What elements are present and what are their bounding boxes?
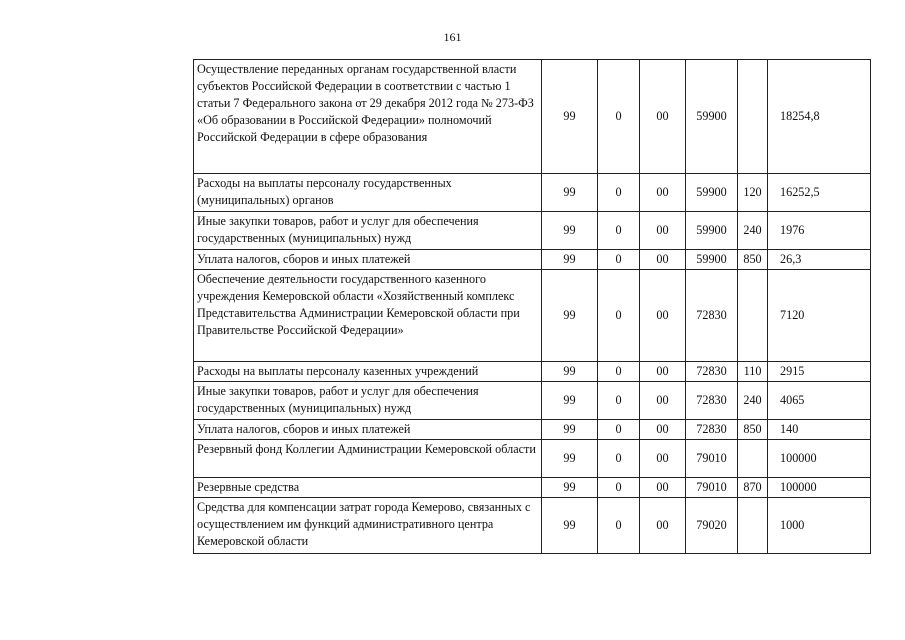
cell-gr: 99 <box>542 60 598 174</box>
cell-vr <box>738 60 768 174</box>
cell-gr: 99 <box>542 270 598 362</box>
cell-pz: 0 <box>598 478 640 498</box>
table-row <box>194 420 871 440</box>
row-name: Иные закупки товаров, работ и услуг для обеспечения государственных (муниципальных) нужд <box>194 382 542 420</box>
cell-sub: 00 <box>640 478 686 498</box>
cell-vr: 870 <box>738 478 768 498</box>
cell-sum: 18254,8 <box>768 60 871 174</box>
cell-gr: 99 <box>542 498 598 554</box>
row-name: Осуществление переданных органам государственной власти субъектов Российской Федерации в соответствии с частью 1 статьи 7 Федерального закона от 29 декабря 2012 года № 273-ФЗ «Об образовании в Российской Федерации» полномочий Российской Федерации в сфере образования <box>194 60 542 174</box>
cell-sub: 00 <box>640 382 686 420</box>
cell-sum: 26,3 <box>768 250 871 270</box>
cell-sub: 00 <box>640 60 686 174</box>
table-row <box>194 362 871 382</box>
row-name: Уплата налогов, сборов и иных платежей <box>194 250 542 270</box>
cell-dir: 59900 <box>686 174 738 212</box>
cell-vr <box>738 498 768 554</box>
cell-dir: 72830 <box>686 382 738 420</box>
page-number: 161 <box>443 30 462 44</box>
cell-dir: 59900 <box>686 250 738 270</box>
cell-sum: 7120 <box>768 270 871 362</box>
cell-pz: 0 <box>598 440 640 478</box>
cell-dir: 72830 <box>686 420 738 440</box>
table-row <box>194 250 871 270</box>
cell-pz: 0 <box>598 270 640 362</box>
cell-pz: 0 <box>598 382 640 420</box>
cell-vr: 240 <box>738 382 768 420</box>
cell-sum: 16252,5 <box>768 174 871 212</box>
row-name: Средства для компенсации затрат города Кемерово, связанных с осуществлением им функций административного центра Кемеровской области <box>194 498 542 554</box>
row-name: Резервный фонд Коллегии Администрации Кемеровской области <box>194 440 542 478</box>
cell-sum: 100000 <box>768 478 871 498</box>
cell-vr: 110 <box>738 362 768 382</box>
cell-gr: 99 <box>542 478 598 498</box>
cell-dir: 79010 <box>686 478 738 498</box>
cell-dir: 59900 <box>686 212 738 250</box>
cell-vr <box>738 270 768 362</box>
cell-sum: 4065 <box>768 382 871 420</box>
cell-sum: 2915 <box>768 362 871 382</box>
cell-vr: 120 <box>738 174 768 212</box>
cell-dir: 79020 <box>686 498 738 554</box>
row-name: Расходы на выплаты персоналу казенных учреждений <box>194 362 542 382</box>
cell-gr: 99 <box>542 250 598 270</box>
cell-pz: 0 <box>598 498 640 554</box>
cell-sub: 00 <box>640 498 686 554</box>
table-row <box>194 60 871 174</box>
row-name: Иные закупки товаров, работ и услуг для обеспечения государственных (муниципальных) нужд <box>194 212 542 250</box>
cell-gr: 99 <box>542 440 598 478</box>
cell-sub: 00 <box>640 362 686 382</box>
cell-vr: 240 <box>738 212 768 250</box>
cell-pz: 0 <box>598 250 640 270</box>
row-name: Расходы на выплаты персоналу государственных (муниципальных) органов <box>194 174 542 212</box>
cell-sub: 00 <box>640 174 686 212</box>
cell-gr: 99 <box>542 174 598 212</box>
cell-pz: 0 <box>598 212 640 250</box>
row-name: Резервные средства <box>194 478 542 498</box>
table-row <box>194 478 871 498</box>
row-name: Обеспечение деятельности государственного казенного учреждения Кемеровской области «Хозяйственный комплекс Представительства Администрации Кемеровской области при Правительстве Российской Федерации» <box>194 270 542 362</box>
cell-dir: 72830 <box>686 270 738 362</box>
table-row <box>194 440 871 478</box>
cell-pz: 0 <box>598 420 640 440</box>
cell-vr: 850 <box>738 420 768 440</box>
cell-sum: 140 <box>768 420 871 440</box>
cell-dir: 79010 <box>686 440 738 478</box>
cell-vr: 850 <box>738 250 768 270</box>
cell-sub: 00 <box>640 420 686 440</box>
cell-pz: 0 <box>598 174 640 212</box>
table-row <box>194 270 871 362</box>
row-name: Уплата налогов, сборов и иных платежей <box>194 420 542 440</box>
cell-dir: 59900 <box>686 60 738 174</box>
cell-sub: 00 <box>640 212 686 250</box>
cell-sum: 100000 <box>768 440 871 478</box>
cell-sum: 1976 <box>768 212 871 250</box>
cell-sub: 00 <box>640 440 686 478</box>
cell-sum: 1000 <box>768 498 871 554</box>
cell-gr: 99 <box>542 212 598 250</box>
cell-gr: 99 <box>542 362 598 382</box>
table-row <box>194 212 871 250</box>
cell-vr <box>738 440 768 478</box>
cell-gr: 99 <box>542 420 598 440</box>
cell-sub: 00 <box>640 250 686 270</box>
cell-pz: 0 <box>598 60 640 174</box>
table-row <box>194 174 871 212</box>
cell-sub: 00 <box>640 270 686 362</box>
table-row <box>194 382 871 420</box>
table-row <box>194 498 871 554</box>
budget-table <box>193 59 871 554</box>
cell-gr: 99 <box>542 382 598 420</box>
cell-dir: 72830 <box>686 362 738 382</box>
cell-pz: 0 <box>598 362 640 382</box>
